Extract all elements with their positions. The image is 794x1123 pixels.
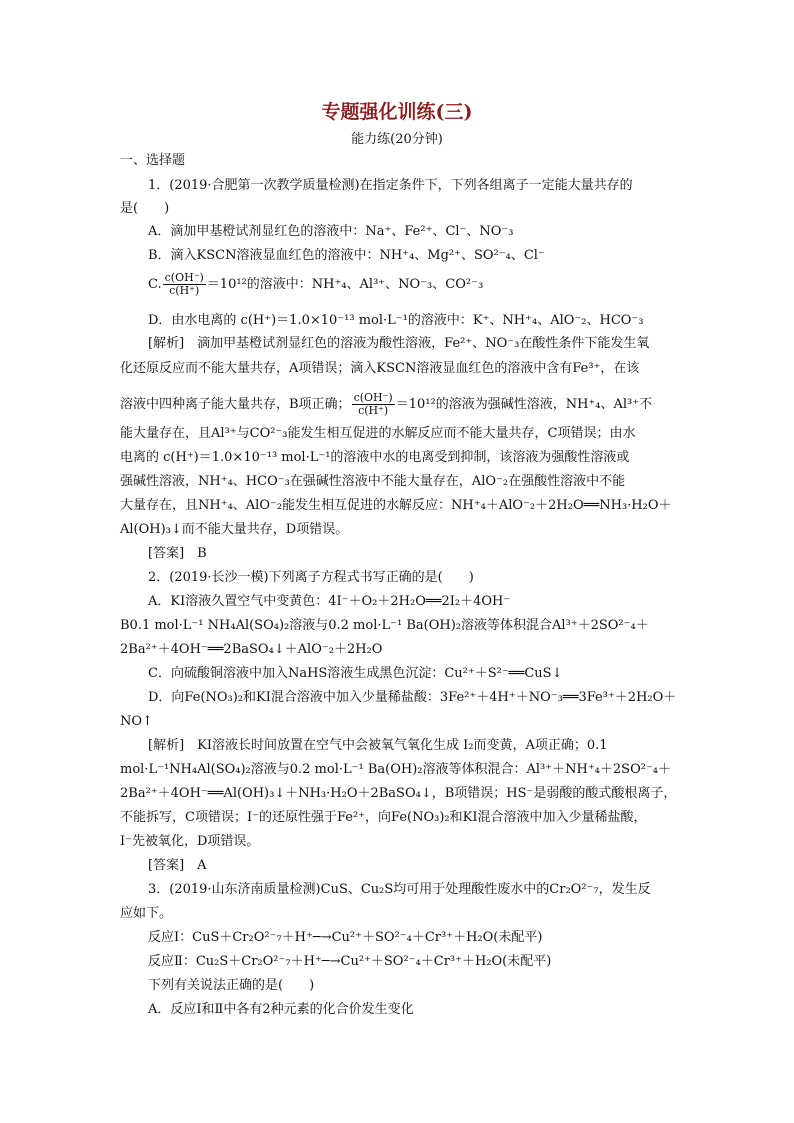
q1-analysis-line3-end: ＝10¹²的溶液为强碱性溶液，NH⁺₄、Al³⁺不 [395,397,653,412]
page-title: 专题强化训练(三) [321,101,473,123]
q2-option-a: A．KI溶液久置空气中变黄色：4I⁻＋O₂＋2H₂O══2I₂＋4OH⁻ [148,594,511,609]
q1-option-c [148,272,483,297]
q1-analysis-line6: 强碱性溶液，NH⁺₄、HCO⁻₃在强碱性溶液中不能大量存在，AlO⁻₂在强酸性溶液中不能 [120,474,626,489]
fraction-numerator: c(OH⁻) [164,271,204,284]
q1-stem-line2: 是( ) [120,201,170,216]
q2-analysis-line5: I⁻先被氧化，D项错误。 [120,834,260,849]
q1-analysis-fraction [352,392,395,417]
section-heading: 一、选择题 [120,153,186,168]
q3-reaction-1: 反应Ⅰ：CuS＋Cr₂O²⁻₇＋H⁺─→Cu²⁺＋SO²⁻₄＋Cr³⁺＋H₂O(未配平) [148,930,543,945]
q2-analysis-line1: [解析] KI溶液长时间放置在空气中会被氧气氧化生成 I₂而变黄，A项正确；0.1 [148,738,608,753]
q2-option-b-line2: 2Ba²⁺＋4OH⁻══2BaSO₄↓＋AlO⁻₂＋2H₂O [120,642,383,657]
q1-analysis-line7: 大量存在，且NH⁺₄、AlO⁻₂能发生相互促进的水解反应：NH⁺₄＋AlO⁻₂＋2H₂O══NH₃·H₂O＋ [120,498,672,513]
q2-analysis-line3: 2Ba²⁺＋4OH⁻══Al(OH)₃↓＋NH₃·H₂O＋2BaSO₄↓，B项错误；HS⁻是弱酸的酸式酸根离子， [120,786,677,801]
q3-stem-line2: 应如下。 [120,906,173,921]
q1-option-b: B．滴入KSCN溶液显血红色的溶液中：NH⁺₄、Mg²⁺、SO²⁻₄、Cl⁻ [148,248,545,263]
q2-option-b-line1: B0.1 mol·L⁻¹ NH₄Al(SO₄)₂溶液与0.2 mol·L⁻¹ Ba(OH)₂溶液等体积混合Al³⁺＋2SO²⁻₄＋ [120,618,649,633]
q2-stem: 2．(2019·长沙一模)下列离子方程式书写正确的是( ) [148,570,474,585]
q2-option-d-line1: D．向Fe(NO₃)₂和KI混合溶液中加入少量稀盐酸：3Fe²⁺＋4H⁺＋NO⁻₃══3Fe³⁺＋2H₂O＋ [148,690,677,705]
fraction-numerator: c(OH⁻) [353,391,393,404]
q2-analysis-line4: 不能拆写，C项错误；I⁻的还原性强于Fe²⁺，向Fe(NO₃)₂和KI混合溶液中加入少量稀盐酸， [120,810,647,825]
fraction-denominator: c(H⁺) [169,284,200,297]
q2-option-d-line2: NO↑ [120,714,153,729]
page-subtitle: 能力练(20分钟) [351,132,443,147]
q1-analysis-line4: 能大量存在，且Al³⁺与CO²⁻₃能发生相互促进的水解反应而不能大量共存，C项错误；由水 [120,426,636,441]
q3-option-a: A．反应Ⅰ和Ⅱ中各有2种元素的化合价发生变化 [148,1002,414,1017]
q1-option-d: D．由水电离的 c(H⁺)＝1.0×10⁻¹³ mol·L⁻¹的溶液中：K⁺、NH⁺₄、AlO⁻₂、HCO⁻₃ [148,313,644,328]
q1-analysis-line3 [120,392,652,417]
q1-option-c-prefix: C. [148,277,162,292]
fraction-denominator: c(H⁺) [358,404,389,417]
q1-stem-line1: 1．(2019·合肥第一次教学质量检测)在指定条件下，下列各组离子一定能大量共存的 [148,178,633,193]
q1-option-a: A．滴加甲基橙试剂显红色的溶液中：Na⁺、Fe²⁺、Cl⁻、NO⁻₃ [148,224,514,239]
q2-option-c: C．向硫酸铜溶液中加入NaHS溶液生成黑色沉淀：Cu²⁺＋S²⁻══CuS↓ [148,666,563,681]
q1-option-c-fraction [163,272,206,297]
q2-answer: [答案] A [148,858,207,873]
q3-stem-line1: 3．(2019·山东济南质量检测)CuS、Cu₂S均可用于处理酸性废水中的Cr₂O²⁻₇，发生反 [148,882,651,897]
q1-analysis-line1: [解析] 滴加甲基橙试剂显红色的溶液为酸性溶液，Fe²⁺、NO⁻₃在酸性条件下能发生氧 [148,336,650,351]
q1-analysis-line5: 电离的 c(H⁺)＝1.0×10⁻¹³ mol·L⁻¹的溶液中水的电离受到抑制，该溶液为强酸性溶液或 [120,450,630,465]
q3-reaction-2: 反应Ⅱ：Cu₂S＋Cr₂O²⁻₇＋H⁺─→Cu²⁺＋SO²⁻₄＋Cr³⁺＋H₂O(未配平) [148,954,552,969]
q1-analysis-line8: Al(OH)₃↓而不能大量共存，D项错误。 [120,522,349,537]
q2-analysis-line2: mol·L⁻¹NH₄Al(SO₄)₂溶液与0.2 mol·L⁻¹ Ba(OH)₂溶液等体积混合：Al³⁺＋NH⁺₄＋2SO²⁻₄＋ [120,762,672,777]
q1-analysis-line2: 化还原反应而不能大量共存，A项错误；滴入KSCN溶液显血红色的溶液中含有Fe³⁺，在该 [120,361,640,376]
q1-analysis-line3-start: 溶液中四种离子能大量共存，B项正确； [120,397,351,412]
q1-answer: [答案] B [148,546,207,561]
q3-question: 下列有关说法正确的是( ) [148,978,315,993]
q1-option-c-text: ＝10¹²的溶液中：NH⁺₄、Al³⁺、NO⁻₃、CO²⁻₃ [206,277,484,292]
